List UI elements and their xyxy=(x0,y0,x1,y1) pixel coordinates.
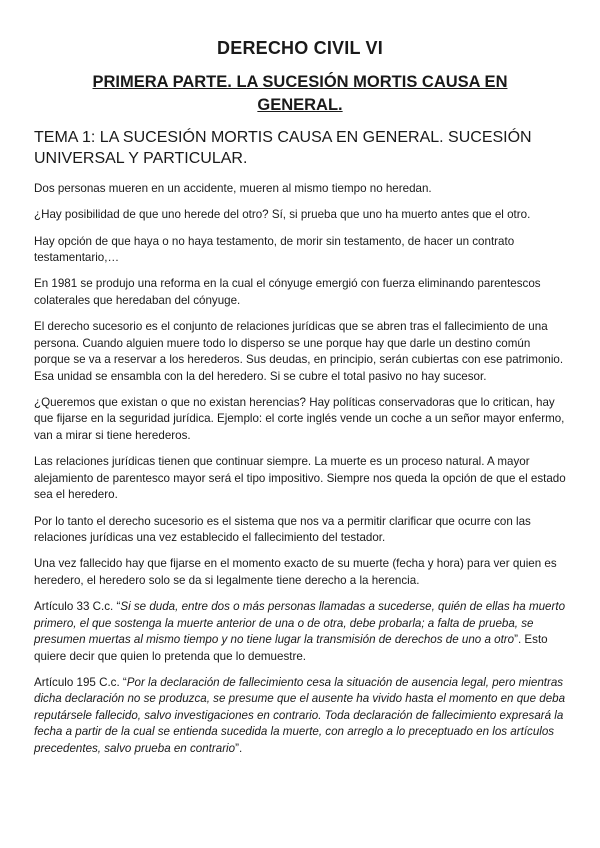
paragraph: Hay opción de que haya o no haya testamento, de morir sin testamento, de hacer un contrato testamentario,… xyxy=(34,234,515,265)
article-33-quote: Si se duda, entre dos o más personas llamadas a sucederse, quién de ellas ha muerto primero, el que sostenga la muerte anterior de una o de otra, debe probarla; a falta de prueba, se presumen muertas al mismo tiempo y no tiene lugar la transmisión de derechos de uno a otro xyxy=(34,600,566,647)
article-33-tail: ”. Esto quiere decir que quien lo pretenda que lo demuestre. xyxy=(34,633,548,663)
paragraph: En 1981 se produjo una reforma en la cual el cónyuge emergió con fuerza eliminando parentescos colaterales que heredaban del cónyuge. xyxy=(34,277,541,307)
paragraph: Una vez fallecido hay que fijarse en el momento exacto de su muerte (fecha y hora) para ver quien es heredero, el heredero solo se da si legalmente tiene derecho a la herencia. xyxy=(34,557,557,587)
article-33-lead: Artículo 33 C.c. “ xyxy=(34,600,121,614)
article-195-paragraph xyxy=(34,675,566,758)
article-33-paragraph xyxy=(34,599,566,665)
paragraph: Por lo tanto el derecho sucesorio es el sistema que nos va a permitir clarificar que ocurre con las relaciones jurídicas una vez establecido el fallecimiento del testador. xyxy=(34,514,531,545)
paragraph: ¿Hay posibilidad de que uno herede del otro? Sí, si prueba que uno ha muerto antes que el otro. xyxy=(34,208,531,222)
paragraph: El derecho sucesorio es el conjunto de relaciones jurídicas que se abren tras el fallecimiento de una persona. Cuando alguien muere todo lo disperso se une porque hay que darle un destino común porque se va a reservar a los herederos. Sus deudas, en principio, serán cubiertas con ese patrimonio. Esa unidad se ensambla con la del heredero. Si se cubre el total pasivo no hay sucesor. xyxy=(34,320,564,383)
paragraph: Dos personas mueren en un accidente, mueren al mismo tiempo no heredan. xyxy=(34,182,432,195)
document-title: DERECHO CIVIL VI xyxy=(217,38,383,58)
article-195-quote: Por la declaración de fallecimiento cesa la situación de ausencia legal, pero mientras dicha declaración no se produzca, se presume que el ausente ha vivido hasta el momento en que deba reputársele fallecido, salvo investigaciones en contrario. Toda declaración de fallecimiento expresará la fecha a partir de la cual se entienda sucedida la muerte, con arreglo a lo preceptuado en los artículos precedentes, salvo prueba en contrario xyxy=(34,675,566,755)
paragraph: Las relaciones jurídicas tienen que continuar siempre. La muerte es un proceso natural. A mayor alejamiento de parentesco mayor será el tipo impositivo. Siempre nos queda la opción de que el estado sea el heredero. xyxy=(34,455,566,502)
topic-title: TEMA 1: LA SUCESIÓN MORTIS CAUSA EN GENERAL. SUCESIÓN UNIVERSAL Y PARTICULAR. xyxy=(34,129,532,167)
article-195-tail: ”. xyxy=(235,741,243,755)
article-195-lead: Artículo 195 C.c. “ xyxy=(34,675,127,689)
part-title: PRIMERA PARTE. LA SUCESIÓN MORTIS CAUSA EN GENERAL. xyxy=(92,73,508,114)
paragraph: ¿Queremos que existan o que no existan herencias? Hay políticas conservadoras que lo critican, hay que fijarse en la seguridad jurídica. Ejemplo: el corte inglés vende un coche a un señor mayor enfermo, van a mirar si tiene herederos. xyxy=(34,395,565,442)
